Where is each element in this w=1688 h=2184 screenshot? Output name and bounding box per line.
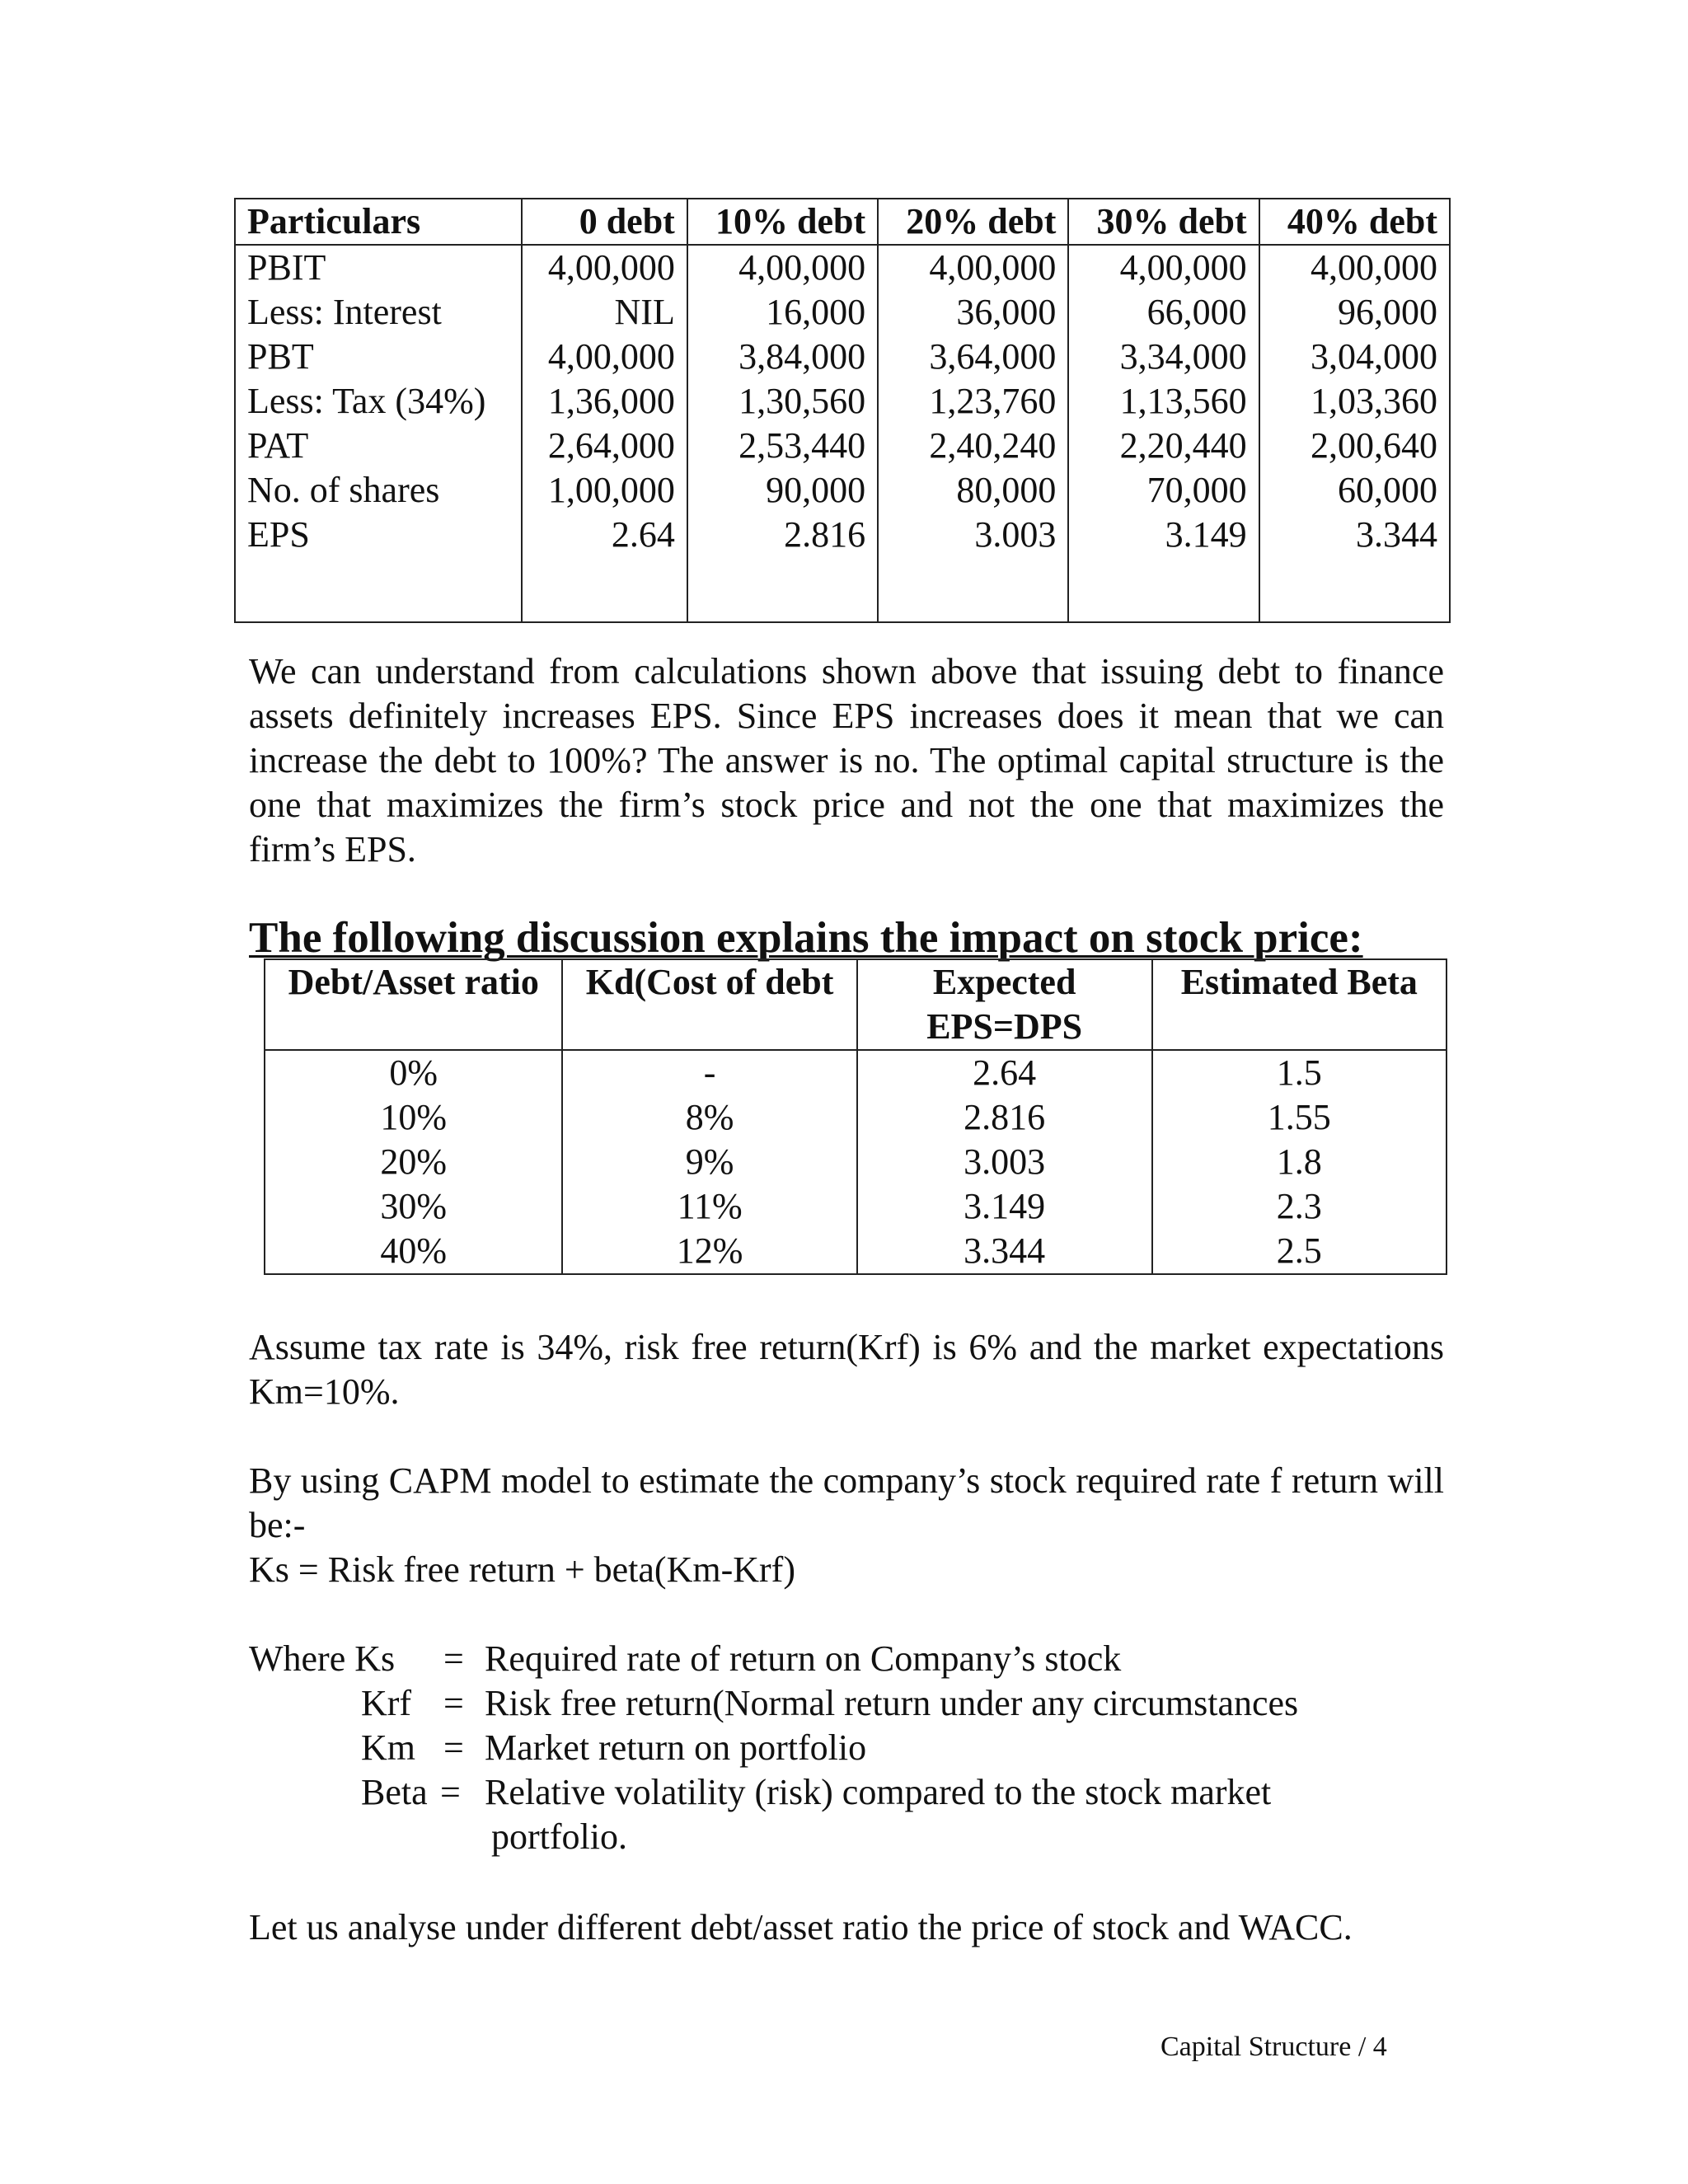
beta-header-kd: Kd(Cost of debt — [562, 959, 856, 1050]
table-cell: 11% — [562, 1184, 856, 1229]
table-cell: 16,000 — [687, 290, 878, 335]
definition-term-beta: Beta — [361, 1772, 428, 1812]
table-row — [265, 1229, 1447, 1274]
definition-term-km: Km — [361, 1727, 415, 1768]
table-cell: 1.8 — [1152, 1140, 1447, 1184]
table-cell: 20% — [265, 1140, 562, 1184]
eps-table-header-row — [235, 199, 1450, 245]
page-footer: Capital Structure / 4 — [1160, 2032, 1387, 2062]
eps-table — [234, 198, 1451, 623]
table-cell: 1,36,000 — [522, 379, 687, 424]
table-cell: 1.55 — [1152, 1095, 1447, 1140]
table-cell: 2.816 — [687, 513, 878, 557]
table-row — [235, 245, 1450, 290]
eps-header-20-debt: 20% debt — [878, 199, 1068, 245]
table-cell: 3,84,000 — [687, 335, 878, 379]
table-row — [235, 290, 1450, 335]
table-cell: PBIT — [235, 245, 522, 290]
table-cell: 1,23,760 — [878, 379, 1068, 424]
table-row — [265, 1184, 1447, 1229]
table-cell: 3.003 — [878, 513, 1068, 557]
table-cell: 3.344 — [1259, 513, 1450, 557]
formula-ks: Ks = Risk free return + beta(Km-Krf) — [249, 1549, 795, 1590]
table-row — [265, 1140, 1447, 1184]
table-cell: 4,00,000 — [878, 245, 1068, 290]
equals-sign: = — [443, 1638, 464, 1679]
where-definitions — [249, 1637, 1485, 1859]
table-cell: 80,000 — [878, 468, 1068, 513]
table-cell: 12% — [562, 1229, 856, 1274]
table-cell: 40% — [265, 1229, 562, 1274]
table-cell: EPS — [235, 513, 522, 557]
table-cell: 90,000 — [687, 468, 878, 513]
table-cell: 2.816 — [857, 1095, 1152, 1140]
table-cell: 3.344 — [857, 1229, 1152, 1274]
equals-sign: = — [440, 1772, 461, 1812]
table-cell: 9% — [562, 1140, 856, 1184]
beta-table — [264, 958, 1447, 1275]
table-cell: 4,00,000 — [687, 245, 878, 290]
table-cell: 10% — [265, 1095, 562, 1140]
table-cell: 3,34,000 — [1068, 335, 1259, 379]
table-cell: 0% — [265, 1050, 562, 1095]
table-cell: 1,30,560 — [687, 379, 878, 424]
definition-term-krf: Krf — [361, 1683, 412, 1723]
table-cell: 1.5 — [1152, 1050, 1447, 1095]
table-cell: 3.149 — [857, 1184, 1152, 1229]
table-cell: NIL — [522, 290, 687, 335]
definition-text-km: Market return on portfolio — [485, 1727, 867, 1768]
table-row — [235, 513, 1450, 557]
definition-row-beta — [249, 1770, 1485, 1815]
table-cell: 2,20,440 — [1068, 424, 1259, 468]
table-cell: Less: Tax (34%) — [235, 379, 522, 424]
table-cell: 36,000 — [878, 290, 1068, 335]
paragraph-analysis: Let us analyse under different debt/asset ratio the price of stock and WACC. — [249, 1907, 1353, 1947]
table-cell: 30% — [265, 1184, 562, 1229]
equals-sign: = — [443, 1727, 464, 1768]
table-spacer-row — [235, 557, 1450, 622]
definition-row-krf — [249, 1681, 1485, 1726]
paragraph-eps-explanation: We can understand from calculations shown above that issuing debt to finance assets definitely increases EPS. Since EPS increases does it mean that we can increase the debt to 100%? The answer is no. The optimal capital structure is the one that maximizes the firm’s stock price and not the one that maximizes the firm’s EPS. — [249, 651, 1444, 869]
beta-header-beta: Estimated Beta — [1152, 959, 1447, 1050]
definition-text-beta-continued: portfolio. — [491, 1816, 627, 1857]
table-cell: No. of shares — [235, 468, 522, 513]
table-cell: 3,04,000 — [1259, 335, 1450, 379]
definition-text-krf: Risk free return(Normal return under any circumstances — [485, 1683, 1299, 1723]
table-cell: 4,00,000 — [1068, 245, 1259, 290]
table-cell: 2.64 — [522, 513, 687, 557]
table-row — [235, 335, 1450, 379]
table-row — [235, 379, 1450, 424]
table-row — [235, 468, 1450, 513]
table-cell: PBT — [235, 335, 522, 379]
table-cell: 4,00,000 — [522, 335, 687, 379]
table-cell: 1,03,360 — [1259, 379, 1450, 424]
paragraph-capm-intro: By using CAPM model to estimate the company’s stock required rate f return will be:- — [249, 1460, 1444, 1545]
equals-sign: = — [443, 1683, 464, 1723]
table-cell: 3.149 — [1068, 513, 1259, 557]
table-cell: 60,000 — [1259, 468, 1450, 513]
table-cell: 4,00,000 — [522, 245, 687, 290]
eps-header-40-debt: 40% debt — [1259, 199, 1450, 245]
table-cell: 2.3 — [1152, 1184, 1447, 1229]
eps-header-10-debt: 10% debt — [687, 199, 878, 245]
definition-row-beta-continued — [249, 1815, 1485, 1859]
table-cell: 2,53,440 — [687, 424, 878, 468]
table-cell: PAT — [235, 424, 522, 468]
definition-text-beta: Relative volatility (risk) compared to the stock market — [485, 1772, 1272, 1812]
table-cell: 2,00,640 — [1259, 424, 1450, 468]
table-cell: 8% — [562, 1095, 856, 1140]
table-cell: 3,64,000 — [878, 335, 1068, 379]
table-cell: 96,000 — [1259, 290, 1450, 335]
table-row — [235, 424, 1450, 468]
beta-header-eps: Expected EPS=DPS — [857, 959, 1152, 1050]
eps-header-particulars: Particulars — [235, 199, 522, 245]
eps-header-30-debt: 30% debt — [1068, 199, 1259, 245]
paragraph-assumptions: Assume tax rate is 34%, risk free return(Krf) is 6% and the market expectations Km=10%. — [249, 1327, 1444, 1412]
eps-header-0-debt: 0 debt — [522, 199, 687, 245]
table-cell: 2.5 — [1152, 1229, 1447, 1274]
table-cell: - — [562, 1050, 856, 1095]
table-cell: 1,13,560 — [1068, 379, 1259, 424]
table-cell: Less: Interest — [235, 290, 522, 335]
table-row — [265, 1050, 1447, 1095]
table-cell: 66,000 — [1068, 290, 1259, 335]
table-cell: 70,000 — [1068, 468, 1259, 513]
table-row — [265, 1095, 1447, 1140]
beta-table-header-row — [265, 959, 1447, 1050]
definition-term-ks: Where Ks — [249, 1638, 396, 1679]
table-cell: 2.64 — [857, 1050, 1152, 1095]
definition-text-ks: Required rate of return on Company’s stock — [485, 1638, 1122, 1679]
table-cell: 3.003 — [857, 1140, 1152, 1184]
definition-row-ks — [249, 1637, 1485, 1681]
section-heading: The following discussion explains the impact on stock price: — [249, 914, 1363, 962]
table-cell: 2,40,240 — [878, 424, 1068, 468]
definition-row-km — [249, 1726, 1485, 1770]
table-cell: 1,00,000 — [522, 468, 687, 513]
table-cell: 4,00,000 — [1259, 245, 1450, 290]
table-cell: 2,64,000 — [522, 424, 687, 468]
beta-header-ratio: Debt/Asset ratio — [265, 959, 562, 1050]
